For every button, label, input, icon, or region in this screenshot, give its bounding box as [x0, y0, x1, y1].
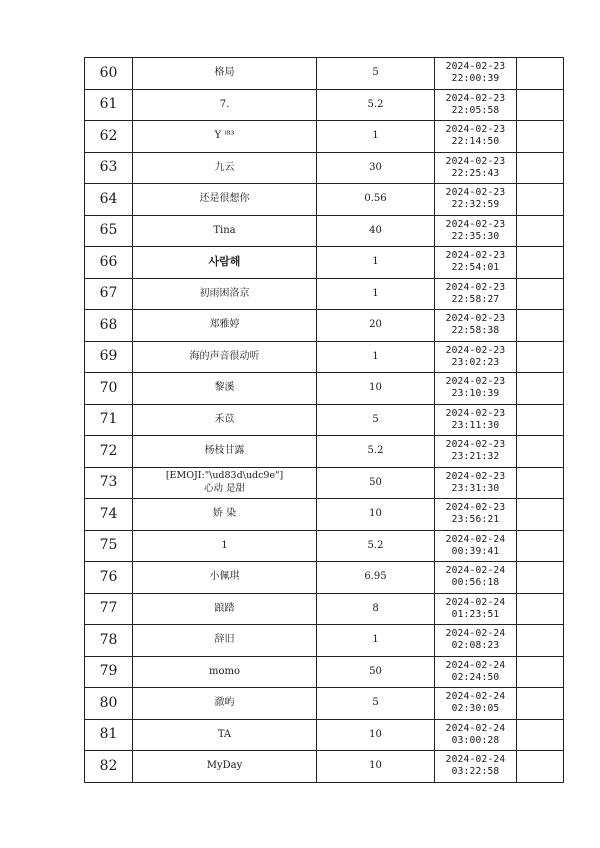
donation-date: 2024-02-24 — [445, 754, 506, 766]
blank-cell — [517, 656, 564, 688]
donor-name: 杨枝甘露 — [133, 436, 317, 468]
row-number: 70 — [85, 373, 133, 405]
donation-amount: 5.2 — [317, 436, 435, 468]
donor-name: 初雨困洛京 — [133, 278, 317, 310]
donation-time: 02:08:23 — [451, 640, 500, 652]
blank-cell — [517, 278, 564, 310]
table-row — [85, 656, 564, 688]
blank-cell — [517, 467, 564, 499]
donation-amount: 1 — [317, 341, 435, 373]
donation-amount: 5 — [317, 404, 435, 436]
blank-cell — [517, 688, 564, 720]
donor-name: TA — [133, 719, 317, 751]
donation-date: 2024-02-23 — [445, 218, 506, 230]
row-number: 71 — [85, 404, 133, 436]
donation-time: 22:00:39 — [451, 73, 500, 85]
donation-datetime — [435, 436, 517, 468]
donation-time: 22:58:27 — [451, 293, 500, 305]
donation-time: 23:31:30 — [451, 482, 500, 494]
blank-cell — [517, 562, 564, 594]
blank-cell — [517, 404, 564, 436]
donor-name: 辞旧 — [133, 625, 317, 657]
blank-cell — [517, 593, 564, 625]
donation-datetime — [435, 499, 517, 531]
donation-date: 2024-02-24 — [445, 596, 506, 608]
row-number: 62 — [85, 121, 133, 153]
row-number: 66 — [85, 247, 133, 279]
row-number: 65 — [85, 215, 133, 247]
table-row — [85, 625, 564, 657]
table-row — [85, 719, 564, 751]
row-number: 79 — [85, 656, 133, 688]
donation-date: 2024-02-24 — [445, 659, 506, 671]
table-row — [85, 562, 564, 594]
donor-name: 还是很想你 — [133, 184, 317, 216]
donor-name: 郑雅婷 — [133, 310, 317, 342]
row-number: 73 — [85, 467, 133, 499]
donation-date: 2024-02-23 — [445, 313, 506, 325]
row-number: 81 — [85, 719, 133, 751]
donation-time: 22:05:58 — [451, 104, 500, 116]
blank-cell — [517, 89, 564, 121]
donation-datetime — [435, 688, 517, 720]
donation-datetime — [435, 404, 517, 436]
donation-time: 22:54:01 — [451, 262, 500, 274]
donation-amount: 50 — [317, 467, 435, 499]
donor-name-line1: [EMOJI:"\ud83d\udc9e"] — [165, 470, 284, 482]
donation-date: 2024-02-23 — [445, 155, 506, 167]
donation-amount: 5 — [317, 688, 435, 720]
donation-date: 2024-02-23 — [445, 344, 506, 356]
donation-time: 00:39:41 — [451, 545, 500, 557]
donation-time: 23:02:23 — [451, 356, 500, 368]
donation-datetime — [435, 341, 517, 373]
donation-amount: 0.56 — [317, 184, 435, 216]
donation-amount: 20 — [317, 310, 435, 342]
donation-datetime — [435, 310, 517, 342]
table-row — [85, 278, 564, 310]
table-row — [85, 436, 564, 468]
donation-amount: 1 — [317, 625, 435, 657]
blank-cell — [517, 719, 564, 751]
donation-time: 02:30:05 — [451, 703, 500, 715]
donation-amount: 10 — [317, 373, 435, 405]
table-row — [85, 310, 564, 342]
donation-datetime — [435, 467, 517, 499]
table-row — [85, 530, 564, 562]
row-number: 63 — [85, 152, 133, 184]
donor-name: 黎溪 — [133, 373, 317, 405]
donation-date: 2024-02-23 — [445, 124, 506, 136]
donation-time: 03:00:28 — [451, 734, 500, 746]
donation-datetime — [435, 656, 517, 688]
donor-name: 사람해 — [133, 247, 317, 279]
blank-cell — [517, 751, 564, 783]
row-number: 61 — [85, 89, 133, 121]
donation-amount: 1 — [317, 121, 435, 153]
blank-cell — [517, 625, 564, 657]
row-number: 77 — [85, 593, 133, 625]
donor-name: 娇 染 — [133, 499, 317, 531]
blank-cell — [517, 499, 564, 531]
donation-time: 22:58:38 — [451, 325, 500, 337]
donation-time: 03:22:58 — [451, 766, 500, 778]
table-row — [85, 341, 564, 373]
donor-name: 海的声音很动听 — [133, 341, 317, 373]
donation-amount: 30 — [317, 152, 435, 184]
donation-date: 2024-02-24 — [445, 691, 506, 703]
row-number: 67 — [85, 278, 133, 310]
donation-time: 23:56:21 — [451, 514, 500, 526]
row-number: 75 — [85, 530, 133, 562]
donor-name: 7. — [133, 89, 317, 121]
donor-name: Tina — [133, 215, 317, 247]
donation-datetime — [435, 89, 517, 121]
table-row — [85, 499, 564, 531]
donor-name: 格局 — [133, 58, 317, 90]
donation-date: 2024-02-23 — [445, 92, 506, 104]
donor-name: Y ⁱ⁸³ — [133, 121, 317, 153]
donor-name: 禾苡 — [133, 404, 317, 436]
table-row — [85, 467, 564, 499]
row-number: 82 — [85, 751, 133, 783]
table-row — [85, 373, 564, 405]
donation-date: 2024-02-23 — [445, 470, 506, 482]
table-row — [85, 121, 564, 153]
donation-datetime — [435, 719, 517, 751]
row-number: 68 — [85, 310, 133, 342]
donation-datetime — [435, 562, 517, 594]
blank-cell — [517, 152, 564, 184]
blank-cell — [517, 184, 564, 216]
donation-date: 2024-02-23 — [445, 250, 506, 262]
donation-amount: 10 — [317, 751, 435, 783]
table-row — [85, 751, 564, 783]
donation-amount: 1 — [317, 247, 435, 279]
row-number: 64 — [85, 184, 133, 216]
donation-date: 2024-02-24 — [445, 722, 506, 734]
row-number: 76 — [85, 562, 133, 594]
donation-date: 2024-02-23 — [445, 187, 506, 199]
donor-name: 九云 — [133, 152, 317, 184]
row-number: 78 — [85, 625, 133, 657]
donor-name: 小佩琪 — [133, 562, 317, 594]
donor-name-line2: 心动 是甜 — [203, 482, 246, 494]
donation-datetime — [435, 278, 517, 310]
table-row — [85, 89, 564, 121]
donation-amount: 50 — [317, 656, 435, 688]
donor-name: 1 — [133, 530, 317, 562]
donation-amount: 40 — [317, 215, 435, 247]
table-body — [85, 58, 564, 783]
donation-datetime — [435, 121, 517, 153]
row-number: 74 — [85, 499, 133, 531]
donation-datetime — [435, 184, 517, 216]
table-row — [85, 247, 564, 279]
donation-datetime — [435, 530, 517, 562]
donation-time: 22:35:30 — [451, 230, 500, 242]
table-row — [85, 404, 564, 436]
blank-cell — [517, 530, 564, 562]
donation-datetime — [435, 751, 517, 783]
donation-datetime — [435, 58, 517, 90]
donation-amount: 8 — [317, 593, 435, 625]
donation-time: 22:32:59 — [451, 199, 500, 211]
donation-table-page — [84, 57, 515, 783]
donation-datetime — [435, 373, 517, 405]
blank-cell — [517, 58, 564, 90]
donation-date: 2024-02-24 — [445, 628, 506, 640]
blank-cell — [517, 247, 564, 279]
donation-date: 2024-02-24 — [445, 565, 506, 577]
table-row — [85, 215, 564, 247]
donation-datetime — [435, 593, 517, 625]
donation-amount: 5.2 — [317, 530, 435, 562]
donor-name: 澈屿 — [133, 688, 317, 720]
donation-amount: 5.2 — [317, 89, 435, 121]
donor-name: momo — [133, 656, 317, 688]
donation-date: 2024-02-24 — [445, 533, 506, 545]
donation-time: 23:10:39 — [451, 388, 500, 400]
row-number: 72 — [85, 436, 133, 468]
table-row — [85, 152, 564, 184]
donation-table — [84, 57, 564, 783]
row-number: 60 — [85, 58, 133, 90]
blank-cell — [517, 310, 564, 342]
donation-datetime — [435, 625, 517, 657]
donation-time: 23:21:32 — [451, 451, 500, 463]
blank-cell — [517, 341, 564, 373]
donation-amount: 10 — [317, 719, 435, 751]
blank-cell — [517, 121, 564, 153]
table-row — [85, 593, 564, 625]
donation-datetime — [435, 215, 517, 247]
donation-amount: 1 — [317, 278, 435, 310]
donation-date: 2024-02-23 — [445, 502, 506, 514]
donation-date: 2024-02-23 — [445, 439, 506, 451]
donation-amount: 5 — [317, 58, 435, 90]
donation-time: 00:56:18 — [451, 577, 500, 589]
donation-time: 23:11:30 — [451, 419, 500, 431]
donation-amount: 6.95 — [317, 562, 435, 594]
donation-time: 22:25:43 — [451, 167, 500, 179]
donation-datetime — [435, 247, 517, 279]
donor-name: MyDay — [133, 751, 317, 783]
donor-name: 踉踏 — [133, 593, 317, 625]
donation-date: 2024-02-23 — [445, 281, 506, 293]
blank-cell — [517, 373, 564, 405]
donation-time: 01:23:51 — [451, 608, 500, 620]
donation-amount: 10 — [317, 499, 435, 531]
donation-date: 2024-02-23 — [445, 407, 506, 419]
donation-time: 02:24:50 — [451, 671, 500, 683]
row-number: 80 — [85, 688, 133, 720]
donor-name — [133, 467, 317, 499]
donation-date: 2024-02-23 — [445, 61, 506, 73]
table-row — [85, 184, 564, 216]
table-row — [85, 58, 564, 90]
donation-datetime — [435, 152, 517, 184]
blank-cell — [517, 436, 564, 468]
blank-cell — [517, 215, 564, 247]
table-row — [85, 688, 564, 720]
donation-time: 22:14:50 — [451, 136, 500, 148]
row-number: 69 — [85, 341, 133, 373]
donation-date: 2024-02-23 — [445, 376, 506, 388]
